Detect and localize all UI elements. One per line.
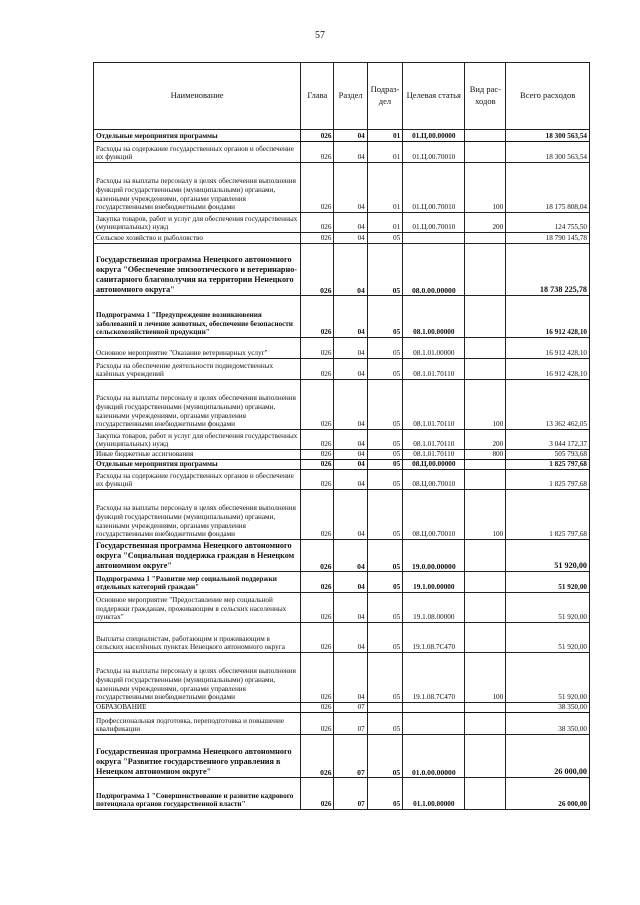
budget-table: [93, 62, 590, 810]
row-total: 1 825 797,68: [506, 470, 590, 490]
row-name: Расходы на содержание государственных органов и обеспечение их функций: [94, 142, 301, 163]
row-celevaya: 01.Ц.00.70010: [403, 142, 465, 163]
row-total: 38 350,00: [506, 713, 590, 735]
row-vid: [465, 359, 506, 380]
row-celevaya: 01.Ц.00.70010: [403, 163, 465, 213]
row-name: Подпрограмма 1 "Предупреждение возникновения заболеваний и лечение животных, обеспечение безопасности сельскохозяйственной продукции": [94, 296, 301, 338]
table-row: [94, 703, 590, 713]
row-celevaya: 08.Ц.00.70010: [403, 470, 465, 490]
row-glava: 026: [301, 490, 334, 540]
row-celevaya: 08.1.01.70110: [403, 380, 465, 430]
header-total: Всего расходов: [506, 63, 590, 130]
row-name: Расходы на обеспечение деятельности подведомственных казённых учреждений: [94, 359, 301, 380]
table-row: [94, 540, 590, 572]
table-row: [94, 778, 590, 810]
row-glava: 026: [301, 142, 334, 163]
row-name: Расходы на выплаты персоналу в целях обеспечения выполнения функций государственными (муниципальными) органами, казенными учреждениями, органами управления государственными внебюджетными фондами: [94, 653, 301, 703]
row-podrazdel: 05: [367, 490, 402, 540]
row-name: Закупка товаров, работ и услуг для обеспечения государственных (муниципальных) нужд: [94, 213, 301, 233]
row-glava: 026: [301, 430, 334, 450]
row-name: Подпрограмма 1 "Совершенствование и развитие кадрового потенциала органов государственной власти": [94, 778, 301, 810]
table-row: [94, 296, 590, 338]
row-razdel: 07: [334, 778, 367, 810]
row-vid: [465, 460, 506, 470]
row-celevaya: 19.0.00.00000: [403, 540, 465, 572]
row-glava: 026: [301, 450, 334, 460]
row-celevaya: [403, 703, 465, 713]
row-total: 51 920,00: [506, 572, 590, 593]
row-celevaya: 08.1.01.70110: [403, 430, 465, 450]
row-glava: 026: [301, 593, 334, 623]
row-total: 16 912 428,10: [506, 338, 590, 359]
row-name: Расходы на выплаты персоналу в целях обеспечения выполнения функций государственными (муниципальными) органами, казенными учреждениями, органами управления государственными внебюджетными фондами: [94, 380, 301, 430]
row-celevaya: 01.Ц.00.70010: [403, 213, 465, 233]
table-row: [94, 470, 590, 490]
row-total: 51 920,00: [506, 623, 590, 653]
row-glava: 026: [301, 540, 334, 572]
row-celevaya: 08.1.01.00000: [403, 338, 465, 359]
row-name: Основное мероприятие "Оказание ветеринарных услуг": [94, 338, 301, 359]
row-razdel: 04: [334, 623, 367, 653]
row-podrazdel: 05: [367, 244, 402, 296]
row-total: 51 920,00: [506, 593, 590, 623]
row-glava: 026: [301, 380, 334, 430]
row-razdel: 04: [334, 233, 367, 244]
row-total: 1 825 797,68: [506, 460, 590, 470]
header-podrazdel: Подраз-дел: [367, 63, 402, 130]
row-vid: [465, 623, 506, 653]
row-podrazdel: 05: [367, 778, 402, 810]
row-total: 16 912 428,10: [506, 359, 590, 380]
row-razdel: 04: [334, 296, 367, 338]
row-name: Государственная программа Ненецкого автономного округа "Социальная поддержка граждан в Ненецком автономном округе": [94, 540, 301, 572]
row-name: Профессиональная подготовка, переподготовка и повышение квалификации: [94, 713, 301, 735]
row-razdel: 04: [334, 470, 367, 490]
table-row: [94, 450, 590, 460]
row-podrazdel: 05: [367, 296, 402, 338]
row-name: Государственная программа Ненецкого автономного округа "Обеспечение эпизоотического и ветеринарно-санитарного благополучия на территории Ненецкого автономного округа": [94, 244, 301, 296]
table-row: [94, 130, 590, 142]
table-row: [94, 338, 590, 359]
row-total: 38 350,00: [506, 703, 590, 713]
row-glava: 026: [301, 653, 334, 703]
row-total: 18 790 145,78: [506, 233, 590, 244]
row-podrazdel: 05: [367, 233, 402, 244]
row-podrazdel: 01: [367, 142, 402, 163]
row-razdel: 07: [334, 703, 367, 713]
row-celevaya: 19.1.00.00000: [403, 572, 465, 593]
row-total: 124 755,50: [506, 213, 590, 233]
row-celevaya: 19.1.08.7С470: [403, 653, 465, 703]
table-row: [94, 142, 590, 163]
row-podrazdel: [367, 703, 402, 713]
row-celevaya: 01.Ц.00.00000: [403, 130, 465, 142]
table-row: [94, 735, 590, 778]
row-vid: 100: [465, 490, 506, 540]
row-vid: 800: [465, 450, 506, 460]
row-vid: 100: [465, 163, 506, 213]
header-vid: Вид рас-ходов: [465, 63, 506, 130]
row-razdel: 04: [334, 338, 367, 359]
row-vid: [465, 142, 506, 163]
row-total: 51 920,00: [506, 540, 590, 572]
row-razdel: 04: [334, 163, 367, 213]
row-glava: 026: [301, 713, 334, 735]
row-podrazdel: 05: [367, 338, 402, 359]
row-celevaya: 08.1.00.00000: [403, 296, 465, 338]
row-name: Выплаты специалистам, работающим и проживающим в сельских населённых пунктах Ненецкого автономного округа: [94, 623, 301, 653]
row-vid: [465, 244, 506, 296]
row-razdel: 04: [334, 540, 367, 572]
row-razdel: 04: [334, 460, 367, 470]
row-razdel: 04: [334, 213, 367, 233]
row-celevaya: 08.1.01.70110: [403, 359, 465, 380]
row-name: Основное мероприятие "Предоставление мер социальной поддержки гражданам, проживающим в сельских населенных пунктах": [94, 593, 301, 623]
row-total: 18 300 563,54: [506, 130, 590, 142]
row-total: 18 738 225,78: [506, 244, 590, 296]
row-total: 3 044 172,37: [506, 430, 590, 450]
row-vid: [465, 703, 506, 713]
row-vid: [465, 470, 506, 490]
row-name: Отдельные мероприятия программы: [94, 130, 301, 142]
row-podrazdel: 01: [367, 130, 402, 142]
row-total: 26 000,00: [506, 735, 590, 778]
row-name: Отдельные мероприятия программы: [94, 460, 301, 470]
row-razdel: 04: [334, 380, 367, 430]
table-row: [94, 233, 590, 244]
table-row: [94, 713, 590, 735]
row-name: Расходы на выплаты персоналу в целях обеспечения выполнения функций государственными (муниципальными) органами, казенными учреждениями, органами управления государственными внебюджетными фондами: [94, 163, 301, 213]
row-podrazdel: 05: [367, 359, 402, 380]
row-razdel: 04: [334, 450, 367, 460]
row-total: 18 300 563,54: [506, 142, 590, 163]
row-total: 505 793,68: [506, 450, 590, 460]
table-row: [94, 213, 590, 233]
row-podrazdel: 05: [367, 470, 402, 490]
row-razdel: 04: [334, 572, 367, 593]
row-vid: [465, 593, 506, 623]
row-celevaya: 19.1.08.7С470: [403, 623, 465, 653]
table-header-row: [94, 63, 590, 130]
row-vid: 200: [465, 213, 506, 233]
row-razdel: 04: [334, 653, 367, 703]
row-celevaya: 19.1.08.00000: [403, 593, 465, 623]
table-row: [94, 430, 590, 450]
row-vid: [465, 713, 506, 735]
row-podrazdel: 05: [367, 713, 402, 735]
row-podrazdel: 05: [367, 572, 402, 593]
row-podrazdel: 05: [367, 653, 402, 703]
row-name: Иные бюджетные ассигнования: [94, 450, 301, 460]
page-number: 57: [315, 30, 325, 41]
row-podrazdel: 01: [367, 213, 402, 233]
row-total: 16 912 428,10: [506, 296, 590, 338]
row-glava: 026: [301, 296, 334, 338]
row-vid: 100: [465, 653, 506, 703]
row-podrazdel: 01: [367, 163, 402, 213]
row-glava: 026: [301, 359, 334, 380]
row-razdel: 04: [334, 490, 367, 540]
row-total: 1 825 797,68: [506, 490, 590, 540]
row-razdel: 04: [334, 142, 367, 163]
row-vid: [465, 778, 506, 810]
row-total: 26 000,00: [506, 778, 590, 810]
row-podrazdel: 05: [367, 623, 402, 653]
table-row: [94, 244, 590, 296]
row-razdel: 07: [334, 713, 367, 735]
row-celevaya: 08.Ц.00.00000: [403, 460, 465, 470]
row-glava: 026: [301, 233, 334, 244]
row-glava: 026: [301, 623, 334, 653]
table-row: [94, 163, 590, 213]
row-razdel: 07: [334, 735, 367, 778]
row-vid: [465, 130, 506, 142]
row-vid: [465, 296, 506, 338]
table-row: [94, 572, 590, 593]
row-glava: 026: [301, 460, 334, 470]
row-name: Сельское хозяйство и рыболовство: [94, 233, 301, 244]
row-razdel: 04: [334, 244, 367, 296]
row-total: 18 175 808,04: [506, 163, 590, 213]
row-podrazdel: 05: [367, 593, 402, 623]
row-glava: 026: [301, 470, 334, 490]
row-name: Подпрограмма 1 "Развитие мер социальной поддержки отдельных категорий граждан": [94, 572, 301, 593]
row-name: Закупка товаров, работ и услуг для обеспечения государственных (муниципальных) нужд: [94, 430, 301, 450]
table-row: [94, 623, 590, 653]
row-name: ОБРАЗОВАНИЕ: [94, 703, 301, 713]
row-name: Расходы на выплаты персоналу в целях обеспечения выполнения функций государственными (муниципальными) органами, казенными учреждениями, органами управления государственными внебюджетными фондами: [94, 490, 301, 540]
row-vid: 200: [465, 430, 506, 450]
row-vid: [465, 572, 506, 593]
header-name: Наименование: [94, 63, 301, 130]
row-glava: 026: [301, 213, 334, 233]
row-glava: 026: [301, 163, 334, 213]
row-total: 51 920,00: [506, 653, 590, 703]
row-razdel: 04: [334, 430, 367, 450]
row-podrazdel: 05: [367, 735, 402, 778]
row-glava: 026: [301, 338, 334, 359]
row-razdel: 04: [334, 130, 367, 142]
row-podrazdel: 05: [367, 450, 402, 460]
row-celevaya: 01.1.00.00000: [403, 778, 465, 810]
row-vid: [465, 233, 506, 244]
row-total: 13 362 462,05: [506, 380, 590, 430]
row-podrazdel: 05: [367, 540, 402, 572]
table-row: [94, 359, 590, 380]
header-celevaya: Целевая статья: [403, 63, 465, 130]
table-row: [94, 490, 590, 540]
row-razdel: 04: [334, 593, 367, 623]
row-celevaya: 08.1.01.70110: [403, 450, 465, 460]
row-glava: 026: [301, 572, 334, 593]
row-name: Расходы на содержание государственных органов и обеспечение их функций: [94, 470, 301, 490]
row-celevaya: [403, 233, 465, 244]
row-glava: 026: [301, 778, 334, 810]
row-razdel: 04: [334, 359, 367, 380]
row-name: Государственная программа Ненецкого автономного округа "Развитие государственного управления в Ненецком автономном округе": [94, 735, 301, 778]
row-celevaya: 08.Ц.00.70010: [403, 490, 465, 540]
header-glava: Глава: [301, 63, 334, 130]
row-glava: 026: [301, 735, 334, 778]
table-row: [94, 653, 590, 703]
row-glava: 026: [301, 244, 334, 296]
row-celevaya: 08.0.00.00000: [403, 244, 465, 296]
table-row: [94, 380, 590, 430]
table-row: [94, 593, 590, 623]
row-vid: [465, 338, 506, 359]
row-celevaya: 01.0.00.00000: [403, 735, 465, 778]
row-celevaya: [403, 713, 465, 735]
table-row: [94, 460, 590, 470]
row-vid: [465, 735, 506, 778]
row-vid: 100: [465, 380, 506, 430]
row-vid: [465, 540, 506, 572]
row-podrazdel: 05: [367, 430, 402, 450]
header-razdel: Раздел: [334, 63, 367, 130]
row-glava: 026: [301, 130, 334, 142]
row-glava: 026: [301, 703, 334, 713]
row-podrazdel: 05: [367, 460, 402, 470]
row-podrazdel: 05: [367, 380, 402, 430]
